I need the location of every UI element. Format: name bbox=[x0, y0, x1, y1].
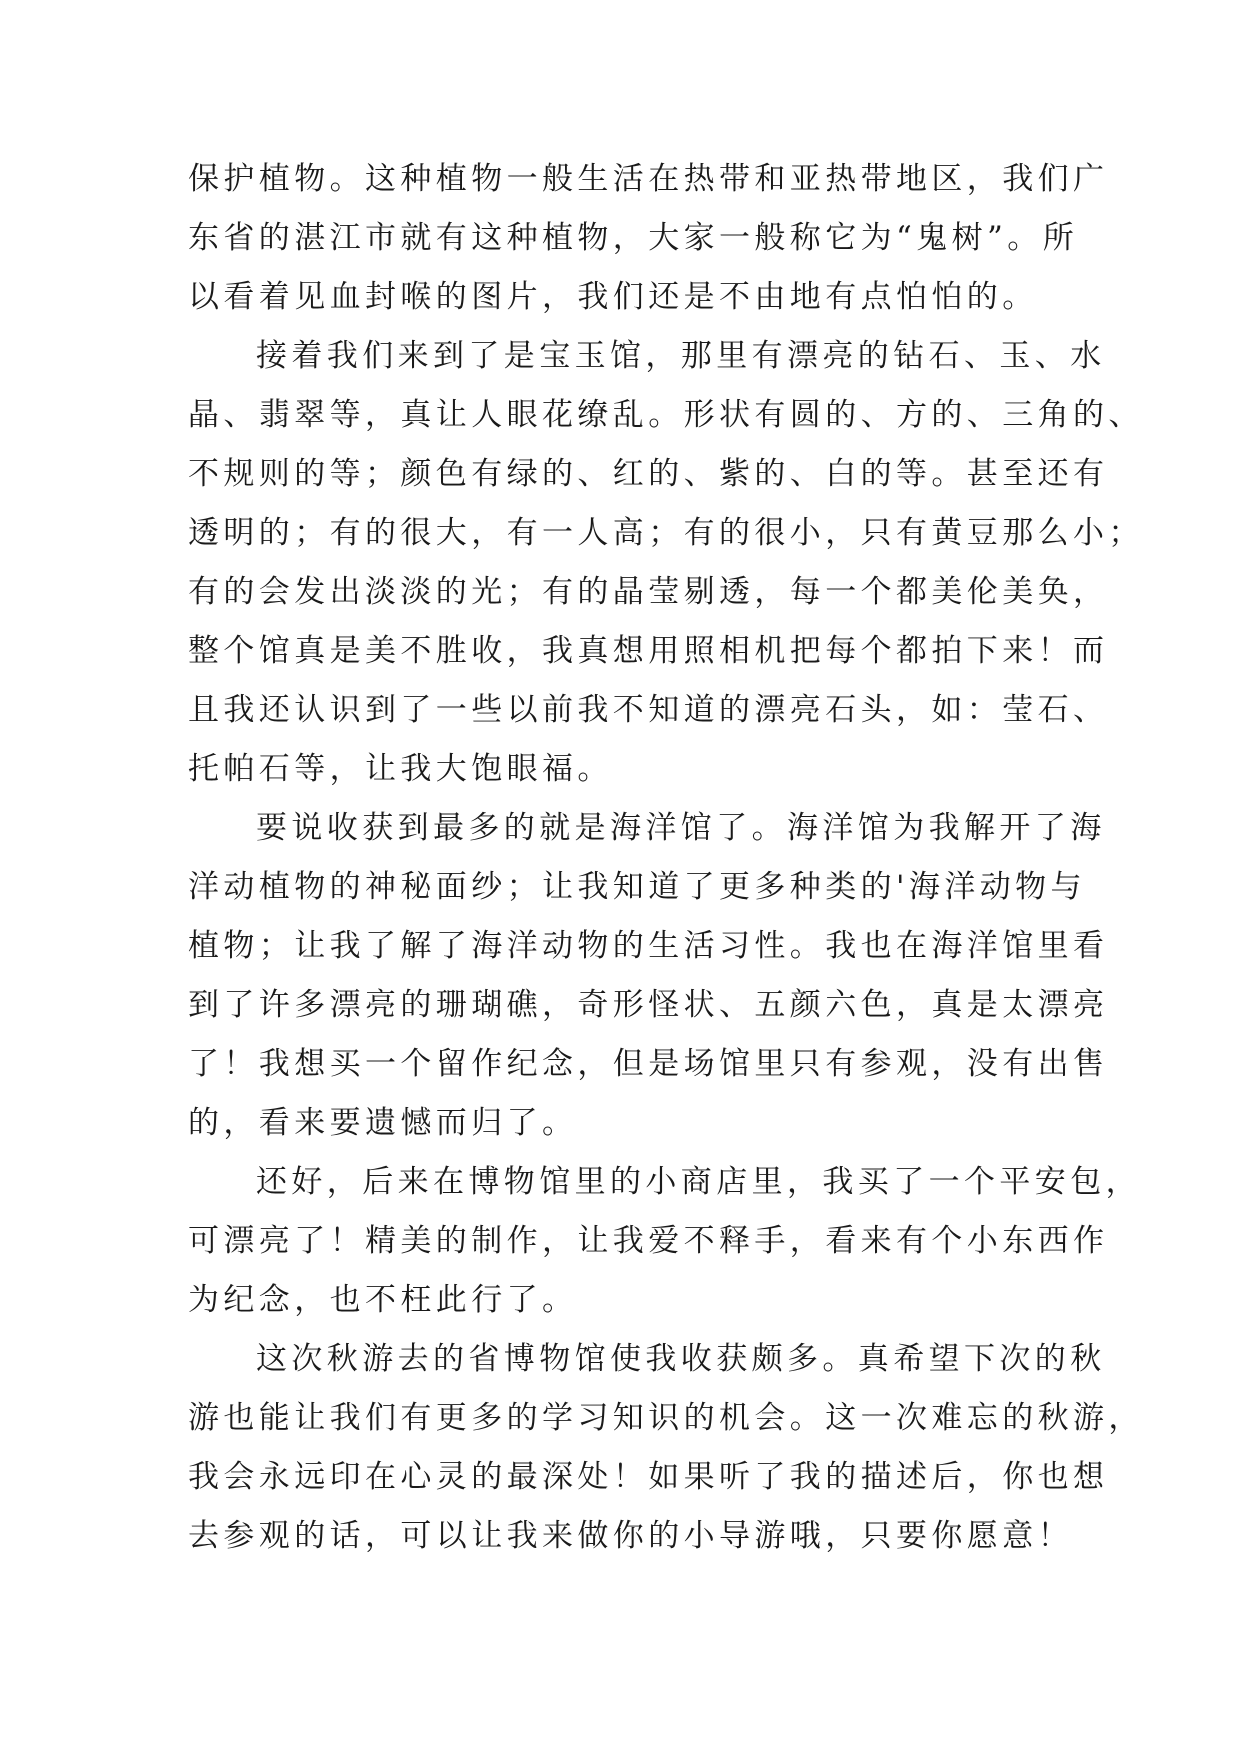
text-line: 不规则的等；颜色有绿的、红的、紫的、白的等。甚至还有 bbox=[188, 456, 1109, 492]
document-body bbox=[188, 150, 1144, 1566]
text-line: 且我还认识到了一些以前我不知道的漂亮石头，如：莹石、 bbox=[188, 692, 1109, 728]
text-line: 有的会发出淡淡的光；有的晶莹剔透，每一个都美伦美奂， bbox=[188, 574, 1109, 610]
text-line: 晶、翡翠等，真让人眼花缭乱。形状有圆的、方的、三角的、 bbox=[188, 397, 1144, 433]
paragraph-first-line: 这次秋游去的省博物馆使我收获颇多。真希望下次的秋 bbox=[256, 1341, 1106, 1377]
text-line: 可漂亮了！精美的制作，让我爱不释手，看来有个小东西作 bbox=[188, 1223, 1109, 1259]
text-line: 洋动植物的神秘面纱；让我知道了更多种类的'海洋动物与 bbox=[188, 869, 1086, 905]
text-line: 我会永远印在心灵的最深处！如果听了我的描述后，你也想 bbox=[188, 1459, 1109, 1495]
text-line: 托帕石等，让我大饱眼福。 bbox=[188, 751, 613, 787]
text-line: 植物；让我了解了海洋动物的生活习性。我也在海洋馆里看 bbox=[188, 928, 1109, 964]
text-line: 到了许多漂亮的珊瑚礁，奇形怪状、五颜六色，真是太漂亮 bbox=[188, 987, 1109, 1023]
paragraph-first-line: 接着我们来到了是宝玉馆，那里有漂亮的钻石、玉、水 bbox=[256, 338, 1106, 374]
text-line: 东省的湛江市就有这种植物，大家一般称它为“鬼树”。所 bbox=[188, 220, 1079, 256]
paragraph-first-line: 要说收获到最多的就是海洋馆了。海洋馆为我解开了海 bbox=[256, 810, 1106, 846]
text-line: 游也能让我们有更多的学习知识的机会。这一次难忘的秋游， bbox=[188, 1400, 1144, 1436]
text-line: 以看着见血封喉的图片，我们还是不由地有点怕怕的。 bbox=[188, 279, 1038, 315]
paragraph-first-line: 还好，后来在博物馆里的小商店里，我买了一个平安包， bbox=[256, 1164, 1141, 1200]
text-line: 透明的；有的很大，有一人高；有的很小，只有黄豆那么小； bbox=[188, 515, 1144, 551]
text-line: 保护植物。这种植物一般生活在热带和亚热带地区，我们广 bbox=[188, 161, 1109, 197]
text-line: 的，看来要遗憾而归了。 bbox=[188, 1105, 578, 1141]
text-line: 去参观的话，可以让我来做你的小导游哦，只要你愿意！ bbox=[188, 1518, 1073, 1554]
text-line: 整个馆真是美不胜收，我真想用照相机把每个都拍下来！而 bbox=[188, 633, 1109, 669]
text-line: 了！我想买一个留作纪念，但是场馆里只有参观，没有出售 bbox=[188, 1046, 1109, 1082]
text-line: 为纪念，也不枉此行了。 bbox=[188, 1282, 578, 1318]
